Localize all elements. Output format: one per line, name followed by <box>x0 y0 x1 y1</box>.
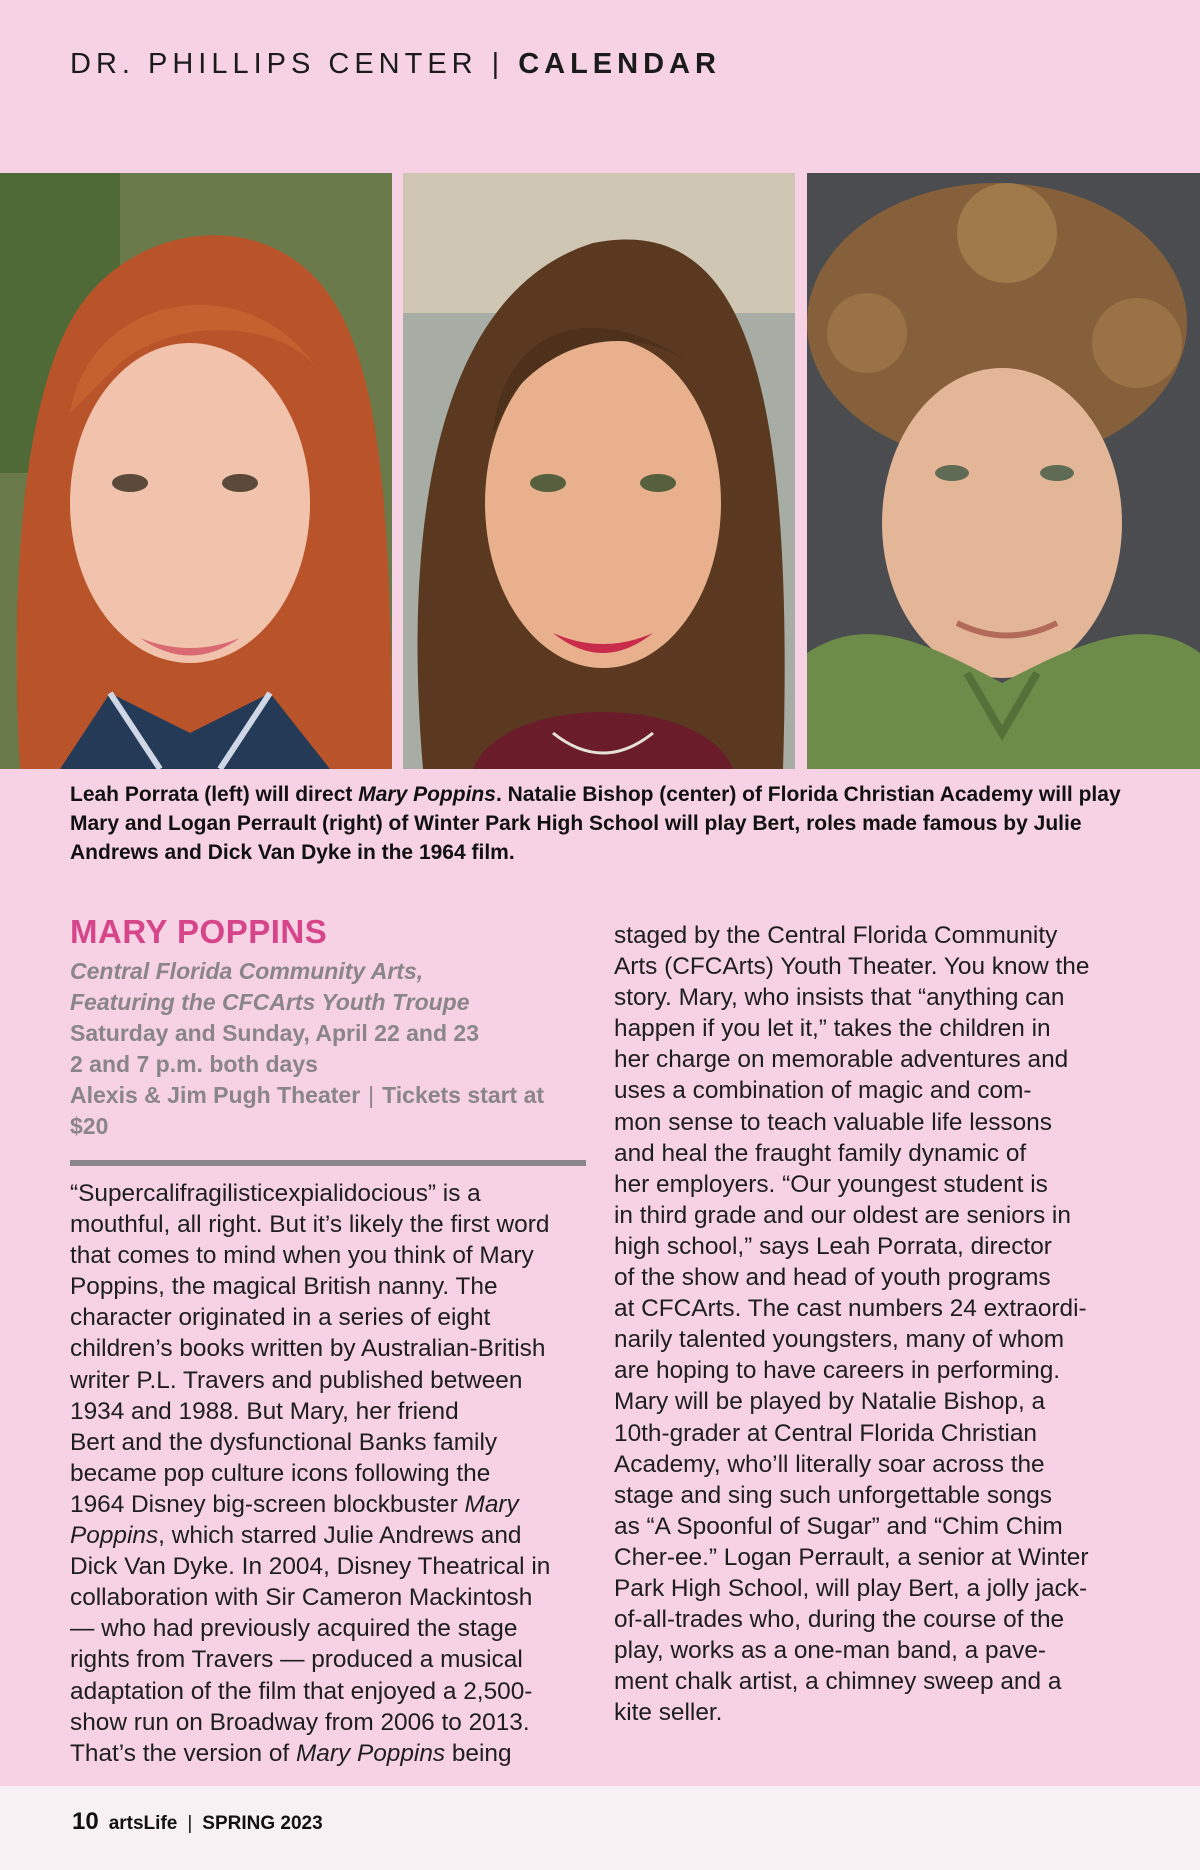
running-header <box>70 48 721 81</box>
portrait-photo-icon <box>807 173 1200 769</box>
issue-label: SPRING 2023 <box>202 1813 323 1834</box>
caption-part2: . Natalie Bishop (center) of Florida Christian Academy will play Mary and Logan Perrault (right) of Winter Park High School will play Bert, roles made famous by Julie Andrews and Dick Van Dyke in the 1964 film. <box>70 783 1121 864</box>
cast-photos <box>0 173 1200 769</box>
event-venue-line <box>70 1080 586 1142</box>
caption-title: Mary Poppins <box>358 783 496 806</box>
event-title: MARY POPPINS <box>70 913 328 950</box>
event-tickets: Tickets start at $20 <box>70 1082 545 1139</box>
header-org: DR. PHILLIPS CENTER <box>70 48 478 80</box>
header-separator: | <box>491 48 505 80</box>
right-column <box>614 920 1174 1728</box>
header-section: CALENDAR <box>518 48 721 80</box>
caption-part1: Leah Porrata (left) will direct <box>70 783 359 806</box>
venue-separator: | <box>368 1082 375 1108</box>
portrait-photo-icon <box>403 173 795 769</box>
event-venue: Alexis & Jim Pugh Theater <box>70 1082 361 1108</box>
article-right-text: staged by the Central Florida Community Arts (CFCArts) Youth Theater. You know the story. Mary, who insists that “anything can happen if you let it,” takes the children in her charge on memorable adventures and uses a combination of magic and com- mon sense to teach valuable life lessons and heal the fraught family dynamic of her employers. “Our youngest student is in third grade and our oldest are seniors in high school,” says Leah Porrata, director of the show and head of youth programs at CFCArts. The cast numbers 24 extraordi- narily talented youngsters, many of whom are hoping to have careers in performing. Mary will be played by Natalie Bishop, a 10th-grader at Central Florida Christian Academy, who’ll literally soar across the stage and sing such unforgettable songs as “A Spoonful of Sugar” and “Chim Chim Cher-ee.” Logan Perrault, a senior at Winter Park High School, will play Bert, a jolly jack- of-all-trades who, during the course of the play, works as a one-man band, a pave- ment chalk artist, a chimney sweep and a kite seller. <box>614 922 1090 1727</box>
article-left-text <box>70 1178 586 1769</box>
event-details <box>70 956 586 1142</box>
portrait-photo-icon <box>0 173 392 769</box>
article-text: being <box>445 1739 512 1767</box>
event-times: 2 and 7 p.m. both days <box>70 1051 318 1077</box>
article-italic-title: Mary Poppins <box>295 1739 446 1767</box>
photo-caption <box>70 780 1130 867</box>
event-dates: Saturday and Sunday, April 22 and 23 <box>70 1020 480 1046</box>
footer-separator: | <box>187 1813 193 1834</box>
article-text: “Supercalifragilisticexpialidocious” is a mouthful, all right. But it’s likely the first word that comes to mind when you think of Mary Poppins, the magical British nanny. The character originated in a series of eight children’s books written by Australian-British writer P.L. Travers and published between 1934 and 1988. But Mary, her friend Bert and the dysfunctional Banks family became pop culture icons following the 1964 Disney big-screen blockbuster <box>70 1180 550 1518</box>
page-footer <box>72 1808 323 1836</box>
left-column <box>70 912 586 1769</box>
article-text: , which starred Julie Andrews and Dick Van Dyke. In 2004, Disney Theatrical in collaboration with Sir Cameron Mackintosh — who had previously acquired the stage rights from Travers — produced a musical adaptation of the film that enjoyed a 2,500- show run on Broadway from 2006 to 2013. That’s the version of <box>70 1522 551 1767</box>
publication-name: artsLife <box>108 1813 178 1834</box>
page-number: 10 <box>72 1808 99 1835</box>
event-presenter-line1: Central Florida Community Arts, <box>70 958 424 984</box>
article-italic-title: Mary Poppins <box>70 1490 519 1550</box>
event-presenter-line2: Featuring the CFCArts Youth Troupe <box>70 989 470 1015</box>
divider-rule <box>70 1160 586 1166</box>
